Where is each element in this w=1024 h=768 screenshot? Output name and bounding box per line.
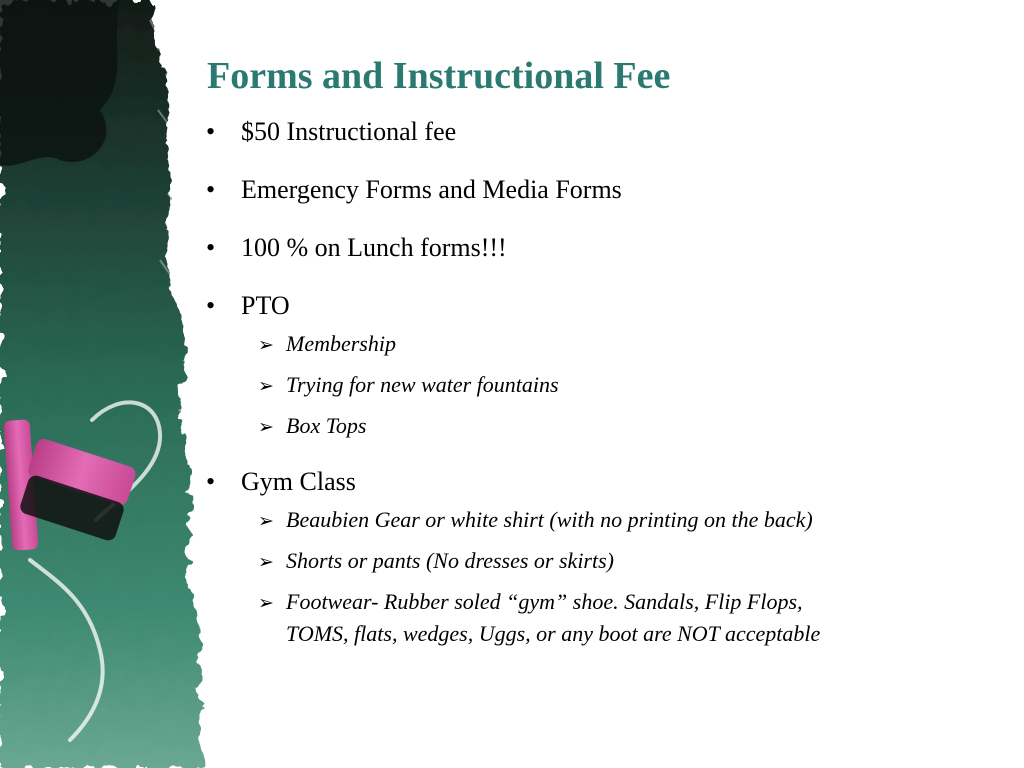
sub-bullet-text: Box Tops <box>286 413 367 438</box>
bullet-item <box>200 288 1000 442</box>
arrow-bullet-icon: ➢ <box>258 375 274 397</box>
bullet-item <box>200 172 1000 208</box>
bullet-text: $50 Instructional fee <box>241 117 457 146</box>
bullet-text: PTO <box>241 291 290 320</box>
bullet-icon: • <box>206 467 216 496</box>
sub-bullet-text: Beaubien Gear or white shirt (with no printing on the back) <box>286 507 813 532</box>
sub-bullet-text: Membership <box>286 331 396 356</box>
bullet-item <box>200 464 1000 650</box>
bullet-icon: • <box>206 117 216 146</box>
bullet-icon: • <box>206 175 216 204</box>
sub-bullet-item <box>241 369 1000 401</box>
sub-bullet-item <box>241 545 1000 577</box>
sub-bullet-line: TOMS, flats, wedges, Uggs, or any boot are NOT acceptable <box>286 621 821 646</box>
bullet-icon: • <box>206 291 216 320</box>
bullet-text: Gym Class <box>241 467 356 496</box>
sub-bullet-item <box>241 504 1000 536</box>
bullet-item <box>200 114 1000 150</box>
bullet-icon: • <box>206 233 216 262</box>
arrow-bullet-icon: ➢ <box>258 510 274 532</box>
bullet-list <box>200 114 1000 650</box>
bullet-item <box>200 230 1000 266</box>
sub-bullet-text: Trying for new water fountains <box>286 372 559 397</box>
slide-title: Forms and Instructional Fee <box>207 55 671 97</box>
bullet-text: Emergency Forms and Media Forms <box>241 175 622 204</box>
sub-bullet-list <box>241 328 1000 442</box>
sub-bullet-item <box>241 410 1000 442</box>
arrow-bullet-icon: ➢ <box>258 334 274 356</box>
sub-bullet-item <box>241 586 1000 650</box>
arrow-bullet-icon: ➢ <box>258 416 274 438</box>
sub-bullet-text <box>286 586 1000 650</box>
sub-bullet-line: Footwear- Rubber soled “gym” shoe. Sandals, Flip Flops, <box>286 589 803 614</box>
sub-bullet-item <box>241 328 1000 360</box>
bullet-text: 100 % on Lunch forms!!! <box>241 233 507 262</box>
sub-bullet-list <box>241 504 1000 650</box>
arrow-bullet-icon: ➢ <box>258 592 274 614</box>
arrow-bullet-icon: ➢ <box>258 551 274 573</box>
sub-bullet-text: Shorts or pants (No dresses or skirts) <box>286 548 614 573</box>
bullet-content <box>200 114 1000 672</box>
